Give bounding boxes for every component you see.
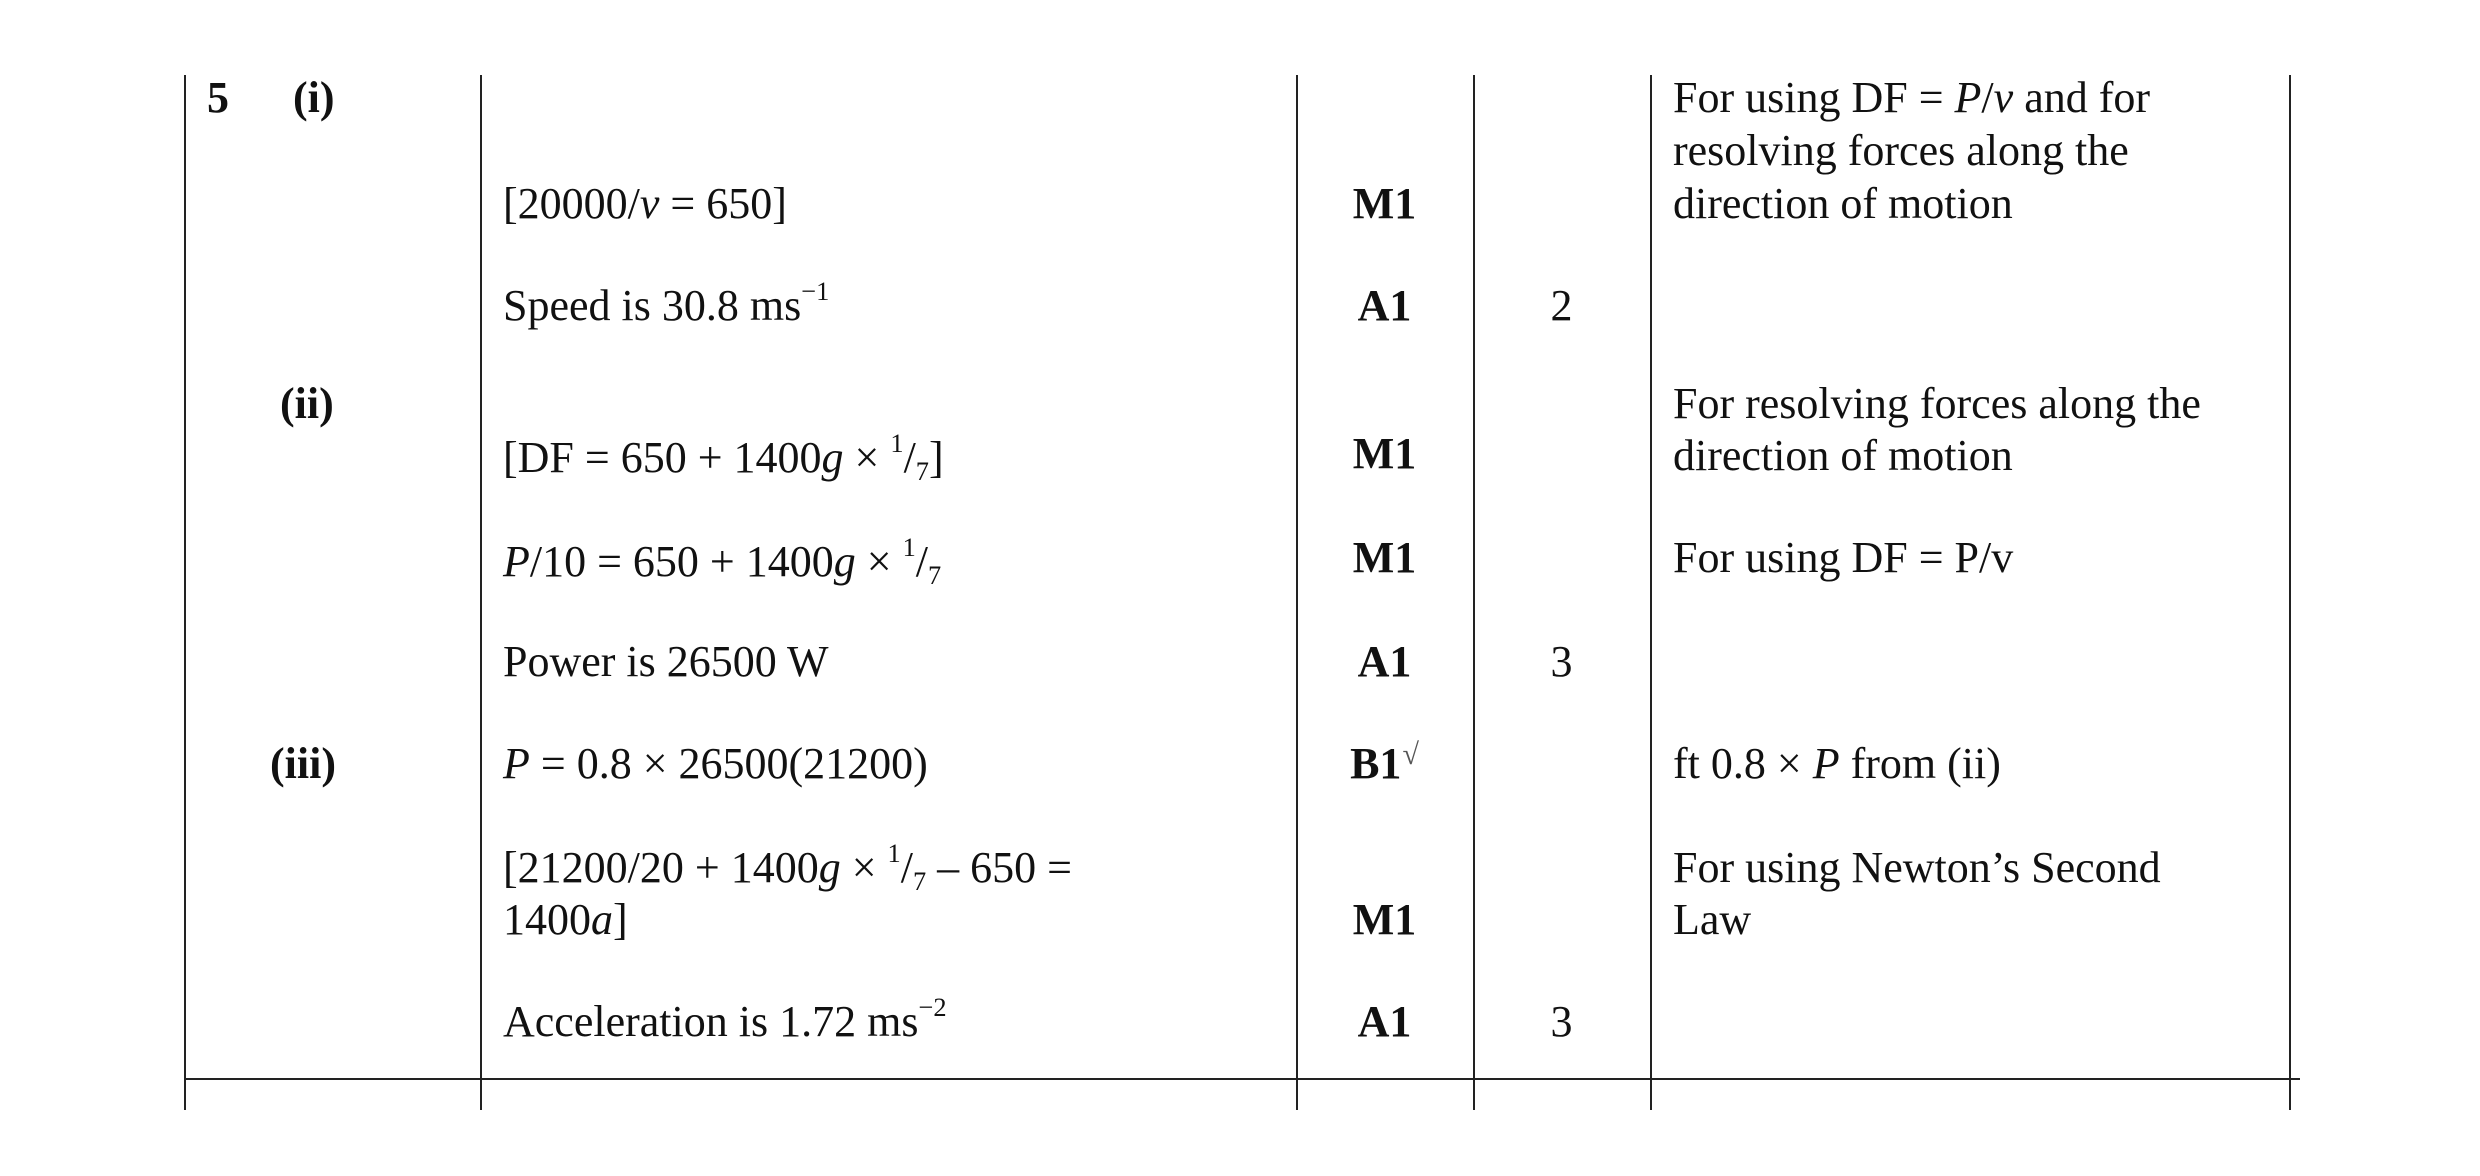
- mark-label: A1: [1357, 997, 1412, 1046]
- part-total: 3: [1550, 637, 1573, 686]
- column-divider-marks: [1296, 75, 1298, 1110]
- comment-line: For using DF = P/v and for: [1673, 73, 2151, 122]
- working-line: 1400a]: [503, 895, 628, 944]
- part-label-i: (i): [293, 73, 335, 122]
- comment-line: resolving forces along the: [1673, 126, 2129, 175]
- working-line: Power is 26500 W: [503, 637, 829, 686]
- comment-line: For resolving forces along the: [1673, 379, 2201, 428]
- part-label-ii: (ii): [280, 379, 334, 428]
- working-line: [$21200/20 + 1400g \times ^1/_7 - 650$ =: [503, 838, 1072, 896]
- part-total: 3: [1550, 997, 1573, 1046]
- column-divider-comments: [1650, 75, 1652, 1110]
- follow-through-tick-icon: √: [1402, 738, 1419, 771]
- mark-label: A1: [1357, 637, 1412, 686]
- comment-line: Law: [1673, 895, 1752, 944]
- mark-label: M1: [1352, 895, 1417, 944]
- part-label-iii: (iii): [270, 739, 336, 788]
- table-border-right: [2289, 75, 2291, 1110]
- mark-label: M1: [1352, 179, 1417, 228]
- comment-line: direction of motion: [1673, 431, 2013, 480]
- working-line: $P/10 = 650 + 1400g \times ^1/_7$: [503, 532, 942, 590]
- comment-line: For using DF = P/v: [1673, 533, 2014, 582]
- comment-line: direction of motion: [1673, 179, 2013, 228]
- comment-line: For using Newton’s Second: [1673, 843, 2161, 892]
- mark-label: A1: [1357, 281, 1412, 330]
- table-border-left: [184, 75, 186, 1110]
- working-line: $[DF = 650 + 1400g \times ^1/_7]$: [503, 428, 944, 486]
- working-line: [20000/v = 650]: [503, 179, 787, 228]
- part-total: 2: [1550, 281, 1573, 330]
- working-line: P = 0.8 × 26500(21200): [503, 739, 928, 788]
- column-divider-totals: [1473, 75, 1475, 1110]
- mark-label: M1: [1352, 429, 1417, 478]
- mark-label: M1: [1352, 533, 1417, 582]
- column-divider-working: [480, 75, 482, 1110]
- table-row-bottom-border: [184, 1078, 2300, 1080]
- comment-line: ft 0.8 × P from (ii): [1673, 739, 2001, 788]
- working-line: Acceleration is 1.72 $ms^{-2}$: [503, 992, 947, 1046]
- mark-label: B1√: [1296, 738, 1473, 795]
- question-number: 5: [207, 73, 229, 122]
- working-line: Speed is 30.8 $ms^{-1}$: [503, 276, 830, 330]
